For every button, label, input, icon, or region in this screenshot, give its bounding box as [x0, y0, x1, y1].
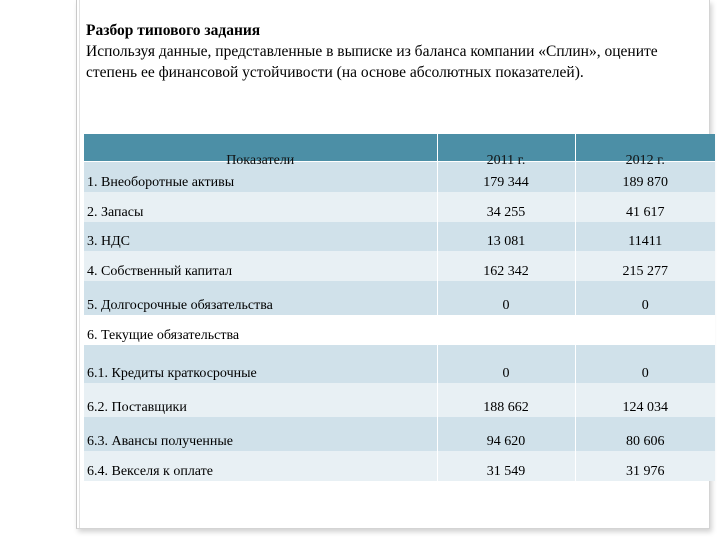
table-row	[84, 192, 715, 222]
table-row	[84, 383, 715, 417]
row-label: 3. НДС	[84, 222, 437, 251]
value-2012	[575, 315, 715, 345]
balance-table	[84, 134, 715, 481]
value-2012: 189 870	[575, 162, 715, 192]
slide-heading	[86, 20, 706, 83]
value-2012: 215 277	[575, 251, 715, 281]
value-2011: 179 344	[437, 162, 575, 192]
value-2012: 41 617	[575, 192, 715, 222]
value-2012: 124 034	[575, 383, 715, 417]
value-2012: 11411	[575, 222, 715, 251]
table-row	[84, 222, 715, 251]
value-2011	[437, 315, 575, 345]
value-2011: 34 255	[437, 192, 575, 222]
value-2012: 0	[575, 281, 715, 315]
row-label: 6.1. Кредиты краткосрочные	[84, 345, 437, 383]
value-2011: 162 342	[437, 251, 575, 281]
value-2012: 31 976	[575, 451, 715, 481]
row-label: 2. Запасы	[84, 192, 437, 222]
value-2011: 0	[437, 281, 575, 315]
row-label: 6.4. Векселя к оплате	[84, 451, 437, 481]
value-2011: 31 549	[437, 451, 575, 481]
row-label: 6.3. Авансы полученные	[84, 417, 437, 451]
header-2011: 2011 г.	[437, 134, 575, 162]
table-row	[84, 345, 715, 383]
value-2011: 188 662	[437, 383, 575, 417]
table-row	[84, 315, 715, 345]
row-label: 6.2. Поставщики	[84, 383, 437, 417]
table-row	[84, 451, 715, 481]
table-row	[84, 281, 715, 315]
table-row	[84, 251, 715, 281]
row-label: 5. Долгосрочные обязательства	[84, 281, 437, 315]
table-row	[84, 417, 715, 451]
table-header-row	[84, 134, 715, 162]
header-indicators: Показатели	[84, 134, 437, 162]
value-2011: 94 620	[437, 417, 575, 451]
value-2012: 0	[575, 345, 715, 383]
value-2012: 80 606	[575, 417, 715, 451]
value-2011: 13 081	[437, 222, 575, 251]
row-label: 6. Текущие обязательства	[84, 315, 437, 345]
row-label: 4. Собственный капитал	[84, 251, 437, 281]
task-description: Используя данные, представленные в выписке из баланса компании «Сплин», оцените степень ее финансовой устойчивости (на основе абсолютных показателей).	[86, 43, 658, 81]
row-label: 1. Внеоборотные активы	[84, 162, 437, 192]
slide-title: Разбор типового задания	[86, 22, 261, 39]
value-2011: 0	[437, 345, 575, 383]
header-2012: 2012 г.	[575, 134, 715, 162]
